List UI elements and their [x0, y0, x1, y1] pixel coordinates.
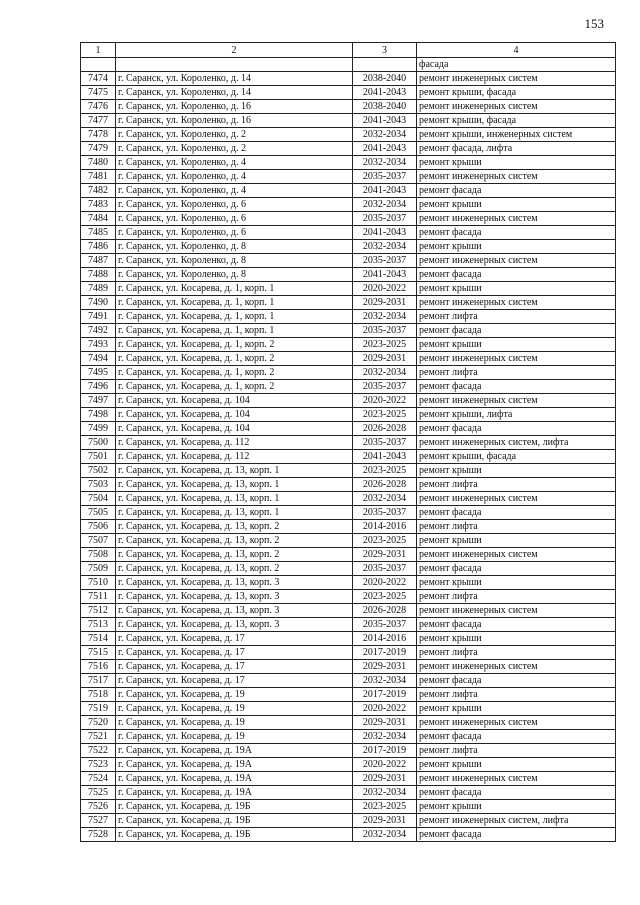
- work-type-cell: ремонт лифта: [417, 688, 616, 702]
- address-cell: г. Саранск, ул. Косарева, д. 1, корп. 1: [116, 324, 353, 338]
- table-row: [81, 212, 616, 226]
- work-type-cell: ремонт крыши: [417, 198, 616, 212]
- work-type-cell: ремонт инженерных систем, лифта: [417, 814, 616, 828]
- row-number: 7522: [81, 744, 116, 758]
- work-type-cell: ремонт крыши: [417, 576, 616, 590]
- work-type-cell: ремонт фасада: [417, 268, 616, 282]
- table-row: [81, 72, 616, 86]
- address-cell: г. Саранск, ул. Короленко, д. 16: [116, 100, 353, 114]
- row-number: 7501: [81, 450, 116, 464]
- period-cell: 2035-2037: [353, 380, 417, 394]
- period-cell: 2026-2028: [353, 478, 417, 492]
- address-cell: г. Саранск, ул. Косарева, д. 13, корп. 1: [116, 478, 353, 492]
- address-cell: г. Саранск, ул. Косарева, д. 17: [116, 632, 353, 646]
- period-cell: 2035-2037: [353, 212, 417, 226]
- address-cell: г. Саранск, ул. Косарева, д. 1, корп. 2: [116, 380, 353, 394]
- period-cell: 2041-2043: [353, 450, 417, 464]
- period-cell: 2035-2037: [353, 254, 417, 268]
- work-type-cell: ремонт инженерных систем: [417, 100, 616, 114]
- period-cell: 2023-2025: [353, 338, 417, 352]
- period-cell: 2017-2019: [353, 646, 417, 660]
- period-cell: 2032-2034: [353, 310, 417, 324]
- table-row: [81, 198, 616, 212]
- work-type-cell: ремонт фасада: [417, 506, 616, 520]
- table-row: [81, 646, 616, 660]
- period-cell: 2029-2031: [353, 660, 417, 674]
- period-cell: 2041-2043: [353, 268, 417, 282]
- row-number: 7520: [81, 716, 116, 730]
- period-cell: 2029-2031: [353, 352, 417, 366]
- row-number: 7486: [81, 240, 116, 254]
- column-header-4: 4: [417, 43, 616, 58]
- table-row: [81, 828, 616, 842]
- table-row: [81, 520, 616, 534]
- period-cell: 2035-2037: [353, 436, 417, 450]
- work-type-cell: ремонт крыши: [417, 800, 616, 814]
- period-cell: 2041-2043: [353, 184, 417, 198]
- work-type-cell: ремонт инженерных систем: [417, 394, 616, 408]
- address-cell: г. Саранск, ул. Короленко, д. 6: [116, 212, 353, 226]
- period-cell: 2038-2040: [353, 72, 417, 86]
- row-number: 7480: [81, 156, 116, 170]
- row-number: 7507: [81, 534, 116, 548]
- work-type-cell: ремонт крыши: [417, 240, 616, 254]
- repair-schedule-table: [80, 42, 616, 842]
- period-cell: 2020-2022: [353, 282, 417, 296]
- row-number: 7504: [81, 492, 116, 506]
- period-cell: 2029-2031: [353, 772, 417, 786]
- address-cell: г. Саранск, ул. Короленко, д. 16: [116, 114, 353, 128]
- column-header-3: 3: [353, 43, 417, 58]
- table-row: [81, 240, 616, 254]
- table-row: [81, 576, 616, 590]
- work-type-cell: ремонт фасада: [417, 422, 616, 436]
- row-number: 7505: [81, 506, 116, 520]
- period-cell: 2017-2019: [353, 688, 417, 702]
- address-cell: г. Саранск, ул. Косарева, д. 19Б: [116, 814, 353, 828]
- work-type-cell: ремонт инженерных систем: [417, 212, 616, 226]
- address-cell: г. Саранск, ул. Косарева, д. 104: [116, 394, 353, 408]
- period-cell: 2041-2043: [353, 86, 417, 100]
- period-cell: 2041-2043: [353, 226, 417, 240]
- address-cell: г. Саранск, ул. Короленко, д. 4: [116, 184, 353, 198]
- table-row: [81, 744, 616, 758]
- period-cell: 2032-2034: [353, 828, 417, 842]
- period-cell: 2035-2037: [353, 506, 417, 520]
- row-number: 7488: [81, 268, 116, 282]
- address-cell: г. Саранск, ул. Косарева, д. 19А: [116, 744, 353, 758]
- work-type-cell: ремонт крыши, лифта: [417, 408, 616, 422]
- address-cell: г. Саранск, ул. Косарева, д. 19А: [116, 786, 353, 800]
- period-cell: 2026-2028: [353, 422, 417, 436]
- address-cell: г. Саранск, ул. Короленко, д. 8: [116, 254, 353, 268]
- work-type-cell: ремонт лифта: [417, 366, 616, 380]
- work-type-cell: ремонт инженерных систем: [417, 352, 616, 366]
- period-cell: 2020-2022: [353, 758, 417, 772]
- work-type-cell: ремонт крыши: [417, 282, 616, 296]
- row-number: 7493: [81, 338, 116, 352]
- address-cell: г. Саранск, ул. Короленко, д. 2: [116, 128, 353, 142]
- table-row: [81, 618, 616, 632]
- period-cell: 2035-2037: [353, 170, 417, 184]
- work-type-cell: ремонт лифта: [417, 520, 616, 534]
- table-body: [81, 58, 616, 842]
- work-type-cell: ремонт лифта: [417, 590, 616, 604]
- work-type-cell: ремонт крыши: [417, 758, 616, 772]
- address-cell: г. Саранск, ул. Короленко, д. 6: [116, 226, 353, 240]
- work-type-cell: ремонт крыши: [417, 464, 616, 478]
- work-type-cell: ремонт крыши, инженерных систем: [417, 128, 616, 142]
- table-header-row: [81, 43, 616, 58]
- table-row: [81, 170, 616, 184]
- period-cell: 2029-2031: [353, 716, 417, 730]
- table-row: [81, 590, 616, 604]
- address-cell: г. Саранск, ул. Косарева, д. 19Б: [116, 828, 353, 842]
- period-cell: 2020-2022: [353, 576, 417, 590]
- table-row: [81, 772, 616, 786]
- row-number: 7508: [81, 548, 116, 562]
- period-cell: 2041-2043: [353, 142, 417, 156]
- table-row: [81, 492, 616, 506]
- row-number: 7509: [81, 562, 116, 576]
- period-cell: 2026-2028: [353, 604, 417, 618]
- table-row: [81, 758, 616, 772]
- table-row: [81, 254, 616, 268]
- work-type-cell: ремонт лифта: [417, 478, 616, 492]
- work-type-cell: ремонт фасада: [417, 786, 616, 800]
- table-row: [81, 702, 616, 716]
- address-cell: г. Саранск, ул. Косарева, д. 13, корп. 2: [116, 520, 353, 534]
- row-number: 7502: [81, 464, 116, 478]
- address-cell: г. Саранск, ул. Косарева, д. 1, корп. 2: [116, 338, 353, 352]
- address-cell: г. Саранск, ул. Короленко, д. 14: [116, 72, 353, 86]
- address-cell: г. Саранск, ул. Косарева, д. 19А: [116, 772, 353, 786]
- period-cell: 2032-2034: [353, 366, 417, 380]
- table-row: [81, 422, 616, 436]
- address-cell: г. Саранск, ул. Косарева, д. 19: [116, 702, 353, 716]
- period-cell: 2023-2025: [353, 408, 417, 422]
- table-row: [81, 338, 616, 352]
- address-cell: г. Саранск, ул. Короленко, д. 4: [116, 170, 353, 184]
- row-number: 7492: [81, 324, 116, 338]
- table-row: [81, 464, 616, 478]
- period-cell: 2035-2037: [353, 324, 417, 338]
- work-type-cell: ремонт инженерных систем: [417, 604, 616, 618]
- address-cell: г. Саранск, ул. Косарева, д. 112: [116, 450, 353, 464]
- table-row: [81, 184, 616, 198]
- period-cell: 2032-2034: [353, 492, 417, 506]
- row-number: 7500: [81, 436, 116, 450]
- address-cell: г. Саранск, ул. Косарева, д. 13, корп. 2: [116, 562, 353, 576]
- work-type-cell: ремонт крыши: [417, 632, 616, 646]
- table-row: [81, 450, 616, 464]
- table-row: [81, 604, 616, 618]
- row-number: 7518: [81, 688, 116, 702]
- period-cell: 2020-2022: [353, 702, 417, 716]
- table-row: [81, 730, 616, 744]
- work-type-cell: ремонт инженерных систем: [417, 170, 616, 184]
- row-number: 7494: [81, 352, 116, 366]
- row-number: 7498: [81, 408, 116, 422]
- table-row: [81, 814, 616, 828]
- address-cell: г. Саранск, ул. Короленко, д. 14: [116, 86, 353, 100]
- table-row: [81, 352, 616, 366]
- work-type-cell: ремонт лифта: [417, 310, 616, 324]
- period-cell: 2035-2037: [353, 562, 417, 576]
- row-number: 7491: [81, 310, 116, 324]
- work-type-cell: ремонт фасада: [417, 380, 616, 394]
- address-cell: г. Саранск, ул. Косарева, д. 13, корп. 2: [116, 548, 353, 562]
- column-header-2: 2: [116, 43, 353, 58]
- address-cell: г. Саранск, ул. Косарева, д. 1, корп. 2: [116, 352, 353, 366]
- period-cell: 2032-2034: [353, 730, 417, 744]
- work-type-cell: ремонт инженерных систем: [417, 72, 616, 86]
- table-row: [81, 674, 616, 688]
- period-cell: 2014-2016: [353, 520, 417, 534]
- work-type-cell: ремонт фасада, лифта: [417, 142, 616, 156]
- address-cell: г. Саранск, ул. Косарева, д. 19: [116, 716, 353, 730]
- row-number: 7513: [81, 618, 116, 632]
- work-type-cell: ремонт крыши, фасада: [417, 114, 616, 128]
- address-cell: г. Саранск, ул. Косарева, д. 13, корп. 3: [116, 576, 353, 590]
- work-type-cell: ремонт инженерных систем: [417, 548, 616, 562]
- work-type-cell: ремонт крыши: [417, 534, 616, 548]
- row-number: 7524: [81, 772, 116, 786]
- address-cell: г. Саранск, ул. Косарева, д. 13, корп. 3: [116, 590, 353, 604]
- row-number: 7517: [81, 674, 116, 688]
- continuation-cell-2: [116, 58, 353, 72]
- period-cell: 2032-2034: [353, 128, 417, 142]
- continuation-cell-1: [81, 58, 116, 72]
- table-row: [81, 128, 616, 142]
- table-row: [81, 408, 616, 422]
- address-cell: г. Саранск, ул. Косарева, д. 19: [116, 730, 353, 744]
- table-row: [81, 632, 616, 646]
- row-number: 7479: [81, 142, 116, 156]
- address-cell: г. Саранск, ул. Косарева, д. 17: [116, 674, 353, 688]
- work-type-cell: ремонт лифта: [417, 646, 616, 660]
- table-row: [81, 478, 616, 492]
- continuation-cell-3: [353, 58, 417, 72]
- address-cell: г. Саранск, ул. Косарева, д. 104: [116, 408, 353, 422]
- address-cell: г. Саранск, ул. Косарева, д. 13, корп. 1: [116, 464, 353, 478]
- period-cell: 2029-2031: [353, 814, 417, 828]
- period-cell: 2029-2031: [353, 548, 417, 562]
- row-number: 7503: [81, 478, 116, 492]
- table-row: [81, 86, 616, 100]
- row-number: 7521: [81, 730, 116, 744]
- row-number: 7511: [81, 590, 116, 604]
- address-cell: г. Саранск, ул. Короленко, д. 2: [116, 142, 353, 156]
- work-type-cell: ремонт фасада: [417, 324, 616, 338]
- continuation-row: [81, 58, 616, 72]
- table-row: [81, 716, 616, 730]
- row-number: 7499: [81, 422, 116, 436]
- period-cell: 2041-2043: [353, 114, 417, 128]
- address-cell: г. Саранск, ул. Короленко, д. 4: [116, 156, 353, 170]
- row-number: 7478: [81, 128, 116, 142]
- address-cell: г. Саранск, ул. Короленко, д. 8: [116, 268, 353, 282]
- address-cell: г. Саранск, ул. Косарева, д. 13, корп. 1: [116, 506, 353, 520]
- address-cell: г. Саранск, ул. Косарева, д. 104: [116, 422, 353, 436]
- work-type-cell: ремонт инженерных систем: [417, 716, 616, 730]
- table-row: [81, 380, 616, 394]
- row-number: 7516: [81, 660, 116, 674]
- row-number: 7484: [81, 212, 116, 226]
- period-cell: 2032-2034: [353, 240, 417, 254]
- row-number: 7497: [81, 394, 116, 408]
- period-cell: 2035-2037: [353, 618, 417, 632]
- table-row: [81, 436, 616, 450]
- work-type-cell: ремонт инженерных систем, лифта: [417, 436, 616, 450]
- address-cell: г. Саранск, ул. Косарева, д. 13, корп. 3: [116, 618, 353, 632]
- work-type-cell: ремонт фасада: [417, 730, 616, 744]
- period-cell: 2029-2031: [353, 296, 417, 310]
- table-row: [81, 562, 616, 576]
- period-cell: 2038-2040: [353, 100, 417, 114]
- row-number: 7490: [81, 296, 116, 310]
- work-type-cell: ремонт инженерных систем: [417, 660, 616, 674]
- period-cell: 2023-2025: [353, 800, 417, 814]
- work-type-cell: ремонт инженерных систем: [417, 492, 616, 506]
- address-cell: г. Саранск, ул. Косарева, д. 13, корп. 3: [116, 604, 353, 618]
- work-type-cell: ремонт фасада: [417, 184, 616, 198]
- work-type-cell: ремонт фасада: [417, 226, 616, 240]
- period-cell: 2032-2034: [353, 156, 417, 170]
- work-type-cell: ремонт крыши, фасада: [417, 86, 616, 100]
- address-cell: г. Саранск, ул. Косарева, д. 19: [116, 688, 353, 702]
- table-row: [81, 114, 616, 128]
- period-cell: 2023-2025: [353, 534, 417, 548]
- row-number: 7485: [81, 226, 116, 240]
- work-type-cell: ремонт фасада: [417, 618, 616, 632]
- table-row: [81, 100, 616, 114]
- address-cell: г. Саранск, ул. Косарева, д. 1, корп. 1: [116, 310, 353, 324]
- table-row: [81, 268, 616, 282]
- table-row: [81, 548, 616, 562]
- period-cell: 2032-2034: [353, 674, 417, 688]
- row-number: 7515: [81, 646, 116, 660]
- address-cell: г. Саранск, ул. Косарева, д. 17: [116, 660, 353, 674]
- row-number: 7482: [81, 184, 116, 198]
- table-row: [81, 534, 616, 548]
- row-number: 7528: [81, 828, 116, 842]
- work-type-cell: ремонт фасада: [417, 562, 616, 576]
- row-number: 7477: [81, 114, 116, 128]
- work-type-cell: ремонт крыши: [417, 702, 616, 716]
- table-row: [81, 688, 616, 702]
- address-cell: г. Саранск, ул. Косарева, д. 1, корп. 1: [116, 282, 353, 296]
- table-row: [81, 660, 616, 674]
- address-cell: г. Саранск, ул. Косарева, д. 19Б: [116, 800, 353, 814]
- table-row: [81, 324, 616, 338]
- row-number: 7523: [81, 758, 116, 772]
- row-number: 7510: [81, 576, 116, 590]
- continuation-cell-4: фасада: [417, 58, 616, 72]
- row-number: 7475: [81, 86, 116, 100]
- row-number: 7519: [81, 702, 116, 716]
- column-header-1: 1: [81, 43, 116, 58]
- work-type-cell: ремонт инженерных систем: [417, 254, 616, 268]
- work-type-cell: ремонт фасада: [417, 674, 616, 688]
- address-cell: г. Саранск, ул. Косарева, д. 13, корп. 1: [116, 492, 353, 506]
- row-number: 7474: [81, 72, 116, 86]
- row-number: 7483: [81, 198, 116, 212]
- row-number: 7512: [81, 604, 116, 618]
- table-row: [81, 296, 616, 310]
- page-number: 153: [584, 16, 604, 31]
- work-type-cell: ремонт лифта: [417, 744, 616, 758]
- table-row: [81, 366, 616, 380]
- work-type-cell: ремонт фасада: [417, 828, 616, 842]
- address-cell: г. Саранск, ул. Короленко, д. 6: [116, 198, 353, 212]
- work-type-cell: ремонт инженерных систем: [417, 296, 616, 310]
- address-cell: г. Саранск, ул. Косарева, д. 13, корп. 2: [116, 534, 353, 548]
- work-type-cell: ремонт инженерных систем: [417, 772, 616, 786]
- period-cell: 2017-2019: [353, 744, 417, 758]
- period-cell: 2023-2025: [353, 464, 417, 478]
- row-number: 7481: [81, 170, 116, 184]
- work-type-cell: ремонт крыши: [417, 156, 616, 170]
- row-number: 7514: [81, 632, 116, 646]
- row-number: 7487: [81, 254, 116, 268]
- table-row: [81, 142, 616, 156]
- table-row: [81, 394, 616, 408]
- period-cell: 2032-2034: [353, 198, 417, 212]
- period-cell: 2023-2025: [353, 590, 417, 604]
- address-cell: г. Саранск, ул. Косарева, д. 1, корп. 2: [116, 366, 353, 380]
- table-row: [81, 800, 616, 814]
- row-number: 7527: [81, 814, 116, 828]
- table-row: [81, 310, 616, 324]
- table-row: [81, 506, 616, 520]
- row-number: 7526: [81, 800, 116, 814]
- address-cell: г. Саранск, ул. Косарева, д. 112: [116, 436, 353, 450]
- period-cell: 2032-2034: [353, 786, 417, 800]
- period-cell: 2014-2016: [353, 632, 417, 646]
- row-number: 7496: [81, 380, 116, 394]
- address-cell: г. Саранск, ул. Короленко, д. 8: [116, 240, 353, 254]
- address-cell: г. Саранск, ул. Косарева, д. 19А: [116, 758, 353, 772]
- row-number: 7506: [81, 520, 116, 534]
- address-cell: г. Саранск, ул. Косарева, д. 17: [116, 646, 353, 660]
- row-number: 7525: [81, 786, 116, 800]
- period-cell: 2020-2022: [353, 394, 417, 408]
- address-cell: г. Саранск, ул. Косарева, д. 1, корп. 1: [116, 296, 353, 310]
- table-row: [81, 282, 616, 296]
- table-row: [81, 156, 616, 170]
- row-number: 7489: [81, 282, 116, 296]
- row-number: 7495: [81, 366, 116, 380]
- table-row: [81, 226, 616, 240]
- row-number: 7476: [81, 100, 116, 114]
- table-row: [81, 786, 616, 800]
- work-type-cell: ремонт крыши: [417, 338, 616, 352]
- work-type-cell: ремонт крыши, фасада: [417, 450, 616, 464]
